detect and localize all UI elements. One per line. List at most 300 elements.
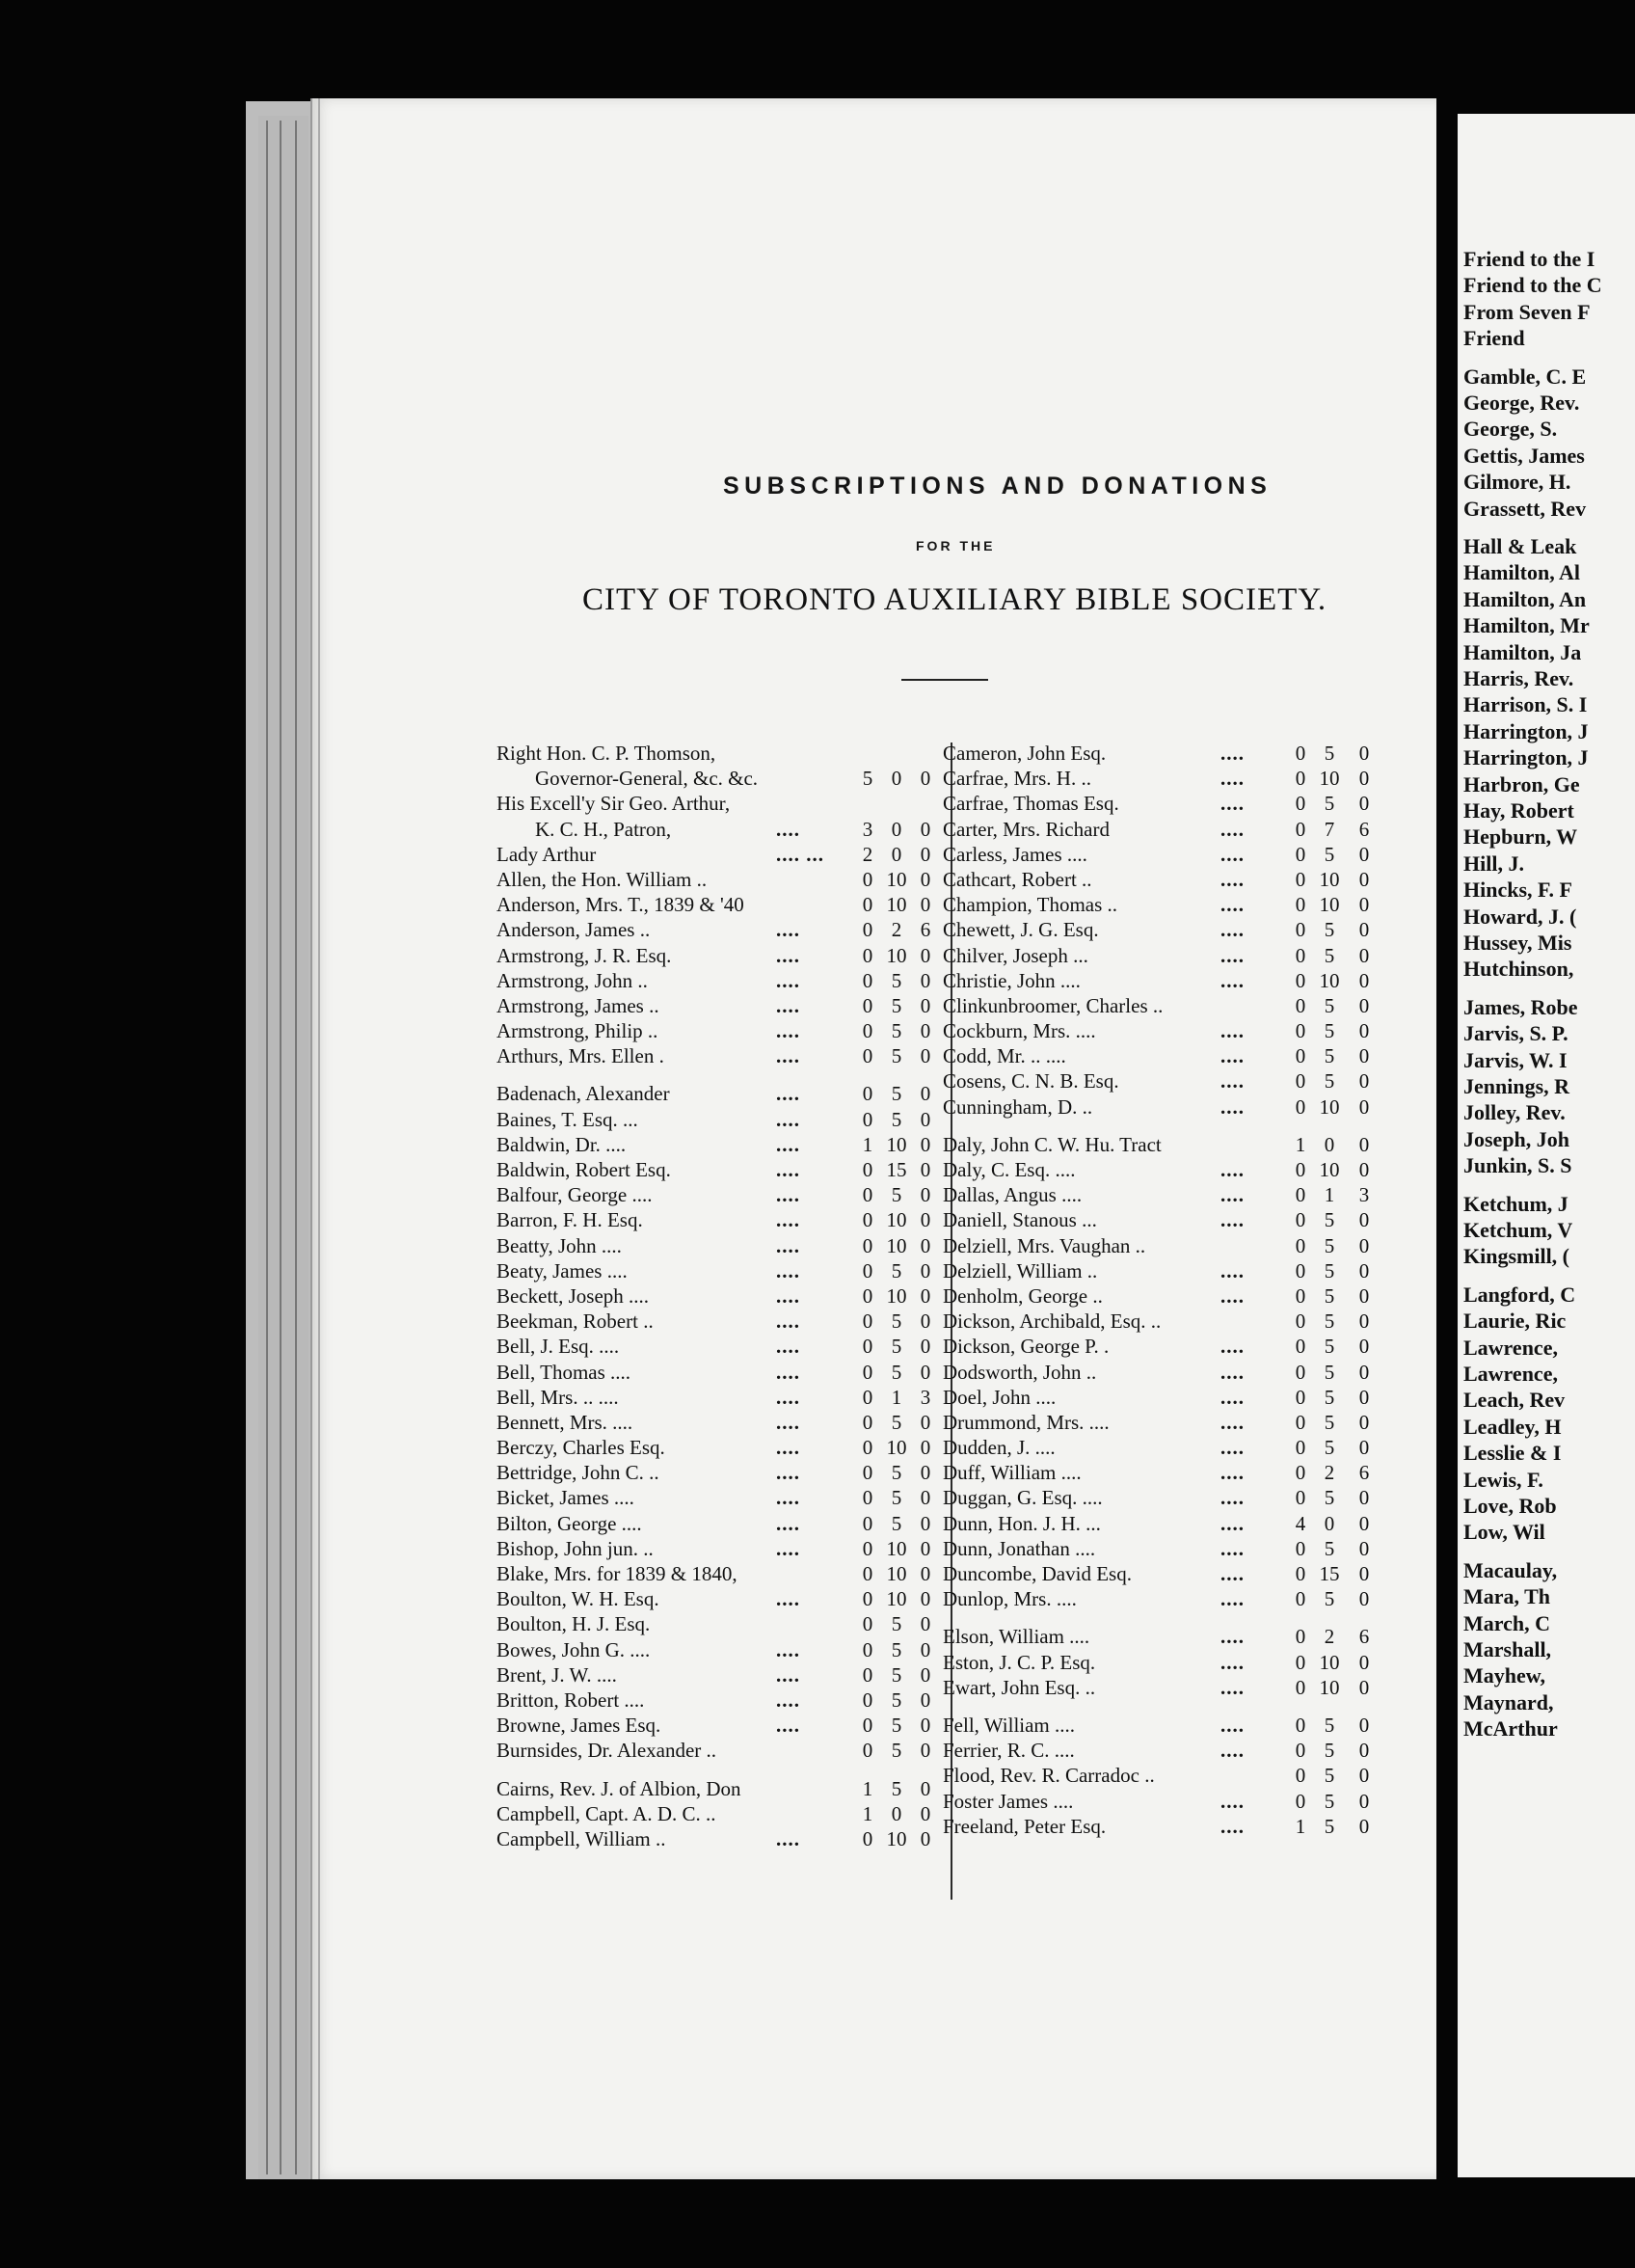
- subscriber-name: Dodsworth, John ..: [943, 1360, 1097, 1384]
- facing-page-line: Harrison, S. I: [1463, 692, 1588, 717]
- amount-pounds: 0: [1295, 1069, 1306, 1094]
- amount-shillings: 1: [891, 1385, 902, 1409]
- subscriber-entry: [943, 842, 1388, 867]
- subscriber-entry: [943, 917, 1388, 942]
- amount-pounds: 0: [1295, 1625, 1306, 1649]
- subscriber-name: Beaty, James ....: [496, 1258, 628, 1282]
- amount-pence: 0: [1358, 1650, 1370, 1674]
- subscriber-entry: [943, 1018, 1388, 1043]
- leader-dots: ....: [776, 1132, 800, 1156]
- subscriber-entry: [943, 1157, 1388, 1182]
- amount-pounds: 0: [862, 1310, 873, 1334]
- subscriber-name: Dunn, Jonathan ....: [943, 1536, 1096, 1560]
- amount-shillings: 5: [1324, 1019, 1335, 1043]
- facing-page-line: Maynard,: [1463, 1689, 1554, 1714]
- subscriber-entry: [496, 842, 950, 867]
- subscriber-name: Duggan, G. Esq. ....: [943, 1486, 1103, 1510]
- amount-pounds: 0: [862, 1536, 873, 1560]
- subscriber-entry: [943, 1763, 1388, 1788]
- amount-pounds: 0: [1295, 1587, 1306, 1611]
- leader-dots: ....: [1220, 742, 1245, 765]
- binding-line: [280, 121, 281, 2174]
- amount-shillings: 5: [1324, 1310, 1335, 1334]
- facing-page-line: George, S.: [1463, 417, 1558, 442]
- amount-pence: 0: [920, 1132, 931, 1156]
- amount-pence: 6: [1358, 817, 1370, 841]
- amount-pence: 0: [920, 1410, 931, 1434]
- amount-pence: 0: [920, 1233, 931, 1257]
- subscriber-entry: [943, 817, 1388, 842]
- amount-pence: 0: [920, 1208, 931, 1232]
- subscriber-entry: [943, 1283, 1388, 1309]
- subscriber-name: Daly, C. Esq. ....: [943, 1158, 1076, 1181]
- leader-dots: ....: [1220, 943, 1245, 967]
- facing-page-line: Jarvis, S. P.: [1463, 1021, 1568, 1046]
- amount-pence: 0: [1358, 918, 1370, 942]
- amount-pounds: 0: [862, 1436, 873, 1460]
- amount-shillings: 5: [891, 1019, 902, 1043]
- subscriber-entry: [943, 943, 1388, 968]
- amount-pounds: 0: [1295, 1675, 1306, 1699]
- amount-shillings: 1: [1324, 1183, 1335, 1207]
- facing-page-line: Friend to the C: [1463, 273, 1602, 298]
- leader-dots: ....: [776, 1637, 800, 1661]
- amount-pence: 0: [920, 1360, 931, 1384]
- leader-dots: ....: [776, 1360, 800, 1384]
- amount-pence: 0: [1358, 1436, 1370, 1460]
- amount-shillings: 5: [891, 1107, 902, 1131]
- facing-page-line: Harbron, Ge: [1463, 771, 1580, 796]
- leader-dots: ....: [776, 1019, 800, 1043]
- amount-shillings: 5: [1324, 1739, 1335, 1763]
- amount-pounds: 0: [862, 867, 873, 891]
- amount-pence: 0: [1358, 1283, 1370, 1308]
- subscriber-name: Dickson, George P. .: [943, 1335, 1110, 1359]
- subscriber-entry: [943, 1385, 1388, 1410]
- amount-pence: 0: [920, 842, 931, 866]
- subscriber-entry: [496, 1826, 950, 1851]
- leader-dots: ....: [1220, 1208, 1245, 1232]
- amount-shillings: 5: [891, 1637, 902, 1661]
- amount-shillings: 5: [891, 1461, 902, 1485]
- amount-shillings: 10: [886, 1132, 907, 1156]
- amount-shillings: 5: [1324, 1283, 1335, 1308]
- amount-shillings: 5: [1324, 918, 1335, 942]
- leader-dots: ....: [1220, 1789, 1245, 1813]
- leader-dots: ....: [776, 1714, 800, 1738]
- amount-shillings: 5: [891, 993, 902, 1017]
- subscriber-name: Eston, J. C. P. Esq.: [943, 1650, 1096, 1674]
- leader-dots: ....: [1220, 1410, 1245, 1434]
- amount-pence: 0: [920, 867, 931, 891]
- amount-shillings: 5: [1324, 1335, 1335, 1359]
- subscriber-name: Flood, Rev. R. Carradoc ..: [943, 1764, 1155, 1788]
- leader-dots: ....: [1220, 1283, 1245, 1308]
- amount-pence: 0: [1358, 1132, 1370, 1156]
- leader-dots: ....: [776, 993, 800, 1017]
- amount-shillings: 5: [891, 1310, 902, 1334]
- facing-page-line: James, Robe: [1463, 994, 1578, 1019]
- subscriber-entry: [496, 1713, 950, 1738]
- amount-shillings: 5: [891, 1183, 902, 1207]
- amount-shillings: 0: [891, 767, 902, 791]
- subscriber-name: Bell, J. Esq. ....: [496, 1335, 620, 1359]
- leader-dots: ....: [1220, 1436, 1245, 1460]
- amount-shillings: 5: [1324, 1713, 1335, 1737]
- leader-dots: ....: [776, 1587, 800, 1611]
- amount-pence: 0: [920, 1486, 931, 1510]
- amount-pounds: 0: [1295, 1385, 1306, 1409]
- facing-page-line: George, Rev.: [1463, 391, 1580, 415]
- amount-pence: 0: [1358, 1587, 1370, 1611]
- amount-shillings: 5: [891, 1511, 902, 1535]
- facing-page-line: Marshall,: [1463, 1637, 1552, 1661]
- leader-dots: ....: [776, 943, 800, 967]
- amount-pounds: 0: [1295, 1360, 1306, 1384]
- subscriber-name: Britton, Robert ....: [496, 1688, 645, 1712]
- subscriber-name: Chewett, J. G. Esq.: [943, 918, 1099, 942]
- amount-shillings: 7: [1324, 817, 1335, 841]
- subscriber-name: Lady Arthur: [496, 842, 597, 866]
- amount-pence: 0: [920, 1826, 931, 1850]
- subscriber-name: Bowes, John G. ....: [496, 1637, 651, 1661]
- subscriber-name: Codd, Mr. .. ....: [943, 1044, 1066, 1068]
- subscriber-entry: [496, 943, 950, 968]
- page-gutter-line: [310, 98, 312, 2179]
- amount-pence: 0: [920, 1801, 931, 1825]
- subscriber-entry: [943, 1536, 1388, 1561]
- leader-dots: ....: [776, 1233, 800, 1257]
- amount-pounds: 0: [1295, 1019, 1306, 1043]
- facing-page-line: Ketchum, J: [1463, 1191, 1568, 1216]
- amount-pence: 0: [920, 1107, 931, 1131]
- leader-dots: ....: [776, 1385, 800, 1409]
- section-gap: [943, 1611, 1388, 1624]
- leader-dots: ....: [776, 1158, 800, 1181]
- leader-dots: ....: [776, 1511, 800, 1535]
- amount-pence: 0: [1358, 1675, 1370, 1699]
- facing-page-line: Gamble, C. E: [1463, 364, 1587, 389]
- facing-page-line: Joseph, Joh: [1463, 1126, 1570, 1151]
- amount-pence: 0: [920, 767, 931, 791]
- amount-shillings: 10: [886, 1536, 907, 1560]
- amount-pounds: 0: [1295, 943, 1306, 967]
- page-title: SUBSCRIPTIONS AND DONATIONS: [723, 472, 1273, 500]
- amount-shillings: 0: [1324, 1511, 1335, 1535]
- facing-page-line: McArthur: [1463, 1716, 1558, 1742]
- amount-shillings: 5: [1324, 1436, 1335, 1460]
- amount-pence: 0: [920, 1436, 931, 1460]
- amount-pounds: 0: [1295, 1739, 1306, 1763]
- subscriber-name: Chilver, Joseph ...: [943, 943, 1088, 967]
- subscriber-name: Anderson, Mrs. T., 1839 & '40: [496, 893, 744, 917]
- amount-shillings: 10: [886, 893, 907, 917]
- amount-pence: 6: [1358, 1461, 1370, 1485]
- amount-pounds: 0: [1295, 1208, 1306, 1232]
- subscriber-name: Dunlop, Mrs. ....: [943, 1587, 1077, 1611]
- amount-shillings: 5: [1324, 1536, 1335, 1560]
- amount-shillings: 15: [1319, 1562, 1340, 1585]
- subscriber-entry: [943, 1360, 1388, 1385]
- amount-shillings: 5: [1324, 1044, 1335, 1068]
- facing-page-line: Hill, J.: [1463, 850, 1524, 876]
- amount-shillings: 5: [891, 1486, 902, 1510]
- facing-page-line: Jennings, R: [1463, 1074, 1570, 1098]
- facing-page-line: Jarvis, W. I: [1463, 1047, 1568, 1072]
- amount-shillings: 5: [1324, 742, 1335, 765]
- amount-shillings: 5: [891, 1612, 902, 1636]
- subscriber-name: Carfrae, Mrs. H. ..: [943, 767, 1091, 791]
- leader-dots: ....: [1220, 1183, 1245, 1207]
- subscriber-entry: [943, 1738, 1388, 1763]
- amount-shillings: 10: [886, 1208, 907, 1232]
- amount-shillings: 5: [1324, 1233, 1335, 1257]
- amount-pounds: 0: [862, 1739, 873, 1763]
- subscriber-name: Cosens, C. N. B. Esq.: [943, 1069, 1119, 1094]
- amount-pence: 0: [1358, 1069, 1370, 1094]
- amount-pence: 0: [1358, 943, 1370, 967]
- leader-dots: ....: [1220, 817, 1245, 841]
- title-rule: [901, 679, 988, 681]
- facing-page-line: Hamilton, An: [1463, 586, 1587, 611]
- subscriber-name: Baldwin, Robert Esq.: [496, 1158, 671, 1181]
- amount-shillings: 5: [891, 1410, 902, 1434]
- leader-dots: ....: [776, 817, 800, 841]
- amount-shillings: 10: [1319, 1094, 1340, 1119]
- subscriber-name: Freeland, Peter Esq.: [943, 1814, 1107, 1838]
- amount-shillings: 10: [886, 1587, 907, 1611]
- subscriber-entry: [496, 1511, 950, 1536]
- leader-dots: .... ...: [776, 842, 824, 866]
- amount-pence: 0: [920, 893, 931, 917]
- amount-pence: 0: [920, 1714, 931, 1738]
- subscriber-name: Beckett, Joseph ....: [496, 1283, 650, 1308]
- amount-pounds: 0: [862, 1258, 873, 1282]
- amount-shillings: 10: [886, 1283, 907, 1308]
- amount-pounds: 1: [1295, 1132, 1306, 1156]
- amount-pounds: 0: [862, 918, 873, 942]
- amount-pence: 0: [1358, 1233, 1370, 1257]
- facing-page: [1458, 114, 1635, 2177]
- subscriber-name: Armstrong, John ..: [496, 968, 648, 992]
- subscriber-name: Beekman, Robert ..: [496, 1310, 654, 1334]
- amount-shillings: 5: [891, 1082, 902, 1106]
- subscriber-name: Drummond, Mrs. ....: [943, 1410, 1110, 1434]
- amount-pence: 0: [1358, 1208, 1370, 1232]
- subscriber-entry: [496, 1586, 950, 1611]
- facing-page-line: Grassett, Rev: [1463, 496, 1587, 521]
- subscriber-entry: [496, 1043, 950, 1068]
- leader-dots: ....: [776, 1208, 800, 1232]
- facing-page-line: Hepburn, W: [1463, 824, 1578, 850]
- amount-pence: 3: [1358, 1183, 1370, 1207]
- subscriber-name: Dallas, Angus ....: [943, 1183, 1083, 1207]
- amount-shillings: 10: [886, 1233, 907, 1257]
- facing-page-line: Langford, C: [1463, 1282, 1576, 1307]
- facing-page-line: From Seven F: [1463, 299, 1591, 324]
- amount-pounds: 0: [1295, 1789, 1306, 1813]
- amount-shillings: 10: [1319, 1650, 1340, 1674]
- amount-shillings: 5: [1324, 993, 1335, 1017]
- amount-pounds: 0: [862, 1360, 873, 1384]
- facing-page-line: Hay, Robert: [1463, 798, 1574, 823]
- amount-shillings: 5: [1324, 1587, 1335, 1611]
- subscriber-name: Ferrier, R. C. ....: [943, 1739, 1075, 1763]
- subscriber-name: Brent, J. W. ....: [496, 1662, 617, 1687]
- amount-shillings: 5: [1324, 1208, 1335, 1232]
- subscriber-entry: [943, 1182, 1388, 1207]
- leader-dots: ....: [776, 918, 800, 942]
- amount-pence: 0: [920, 1587, 931, 1611]
- amount-shillings: 5: [891, 1662, 902, 1687]
- amount-pounds: 0: [1295, 1764, 1306, 1788]
- subscriber-name: Bell, Thomas ....: [496, 1360, 631, 1384]
- amount-pence: 0: [1358, 1789, 1370, 1813]
- subscriber-entry: [943, 1485, 1388, 1510]
- facing-page-line: March, C: [1463, 1610, 1551, 1635]
- leader-dots: ....: [1220, 1461, 1245, 1485]
- subscriber-entry: [943, 1334, 1388, 1359]
- subscriber-name: Berczy, Charles Esq.: [496, 1436, 665, 1460]
- subscriber-name: Delziell, Mrs. Vaughan ..: [943, 1233, 1146, 1257]
- subscriber-entry: [496, 1435, 950, 1460]
- amount-pounds: 0: [862, 993, 873, 1017]
- leader-dots: ....: [776, 1410, 800, 1434]
- section-gap: [496, 1068, 950, 1081]
- subscriber-entry: [943, 1561, 1388, 1586]
- amount-pence: 0: [1358, 1486, 1370, 1510]
- amount-pounds: 0: [1295, 1233, 1306, 1257]
- amount-pence: 0: [1358, 792, 1370, 816]
- subscriber-entry: [496, 1283, 950, 1309]
- subscriber-name: Ewart, John Esq. ..: [943, 1675, 1096, 1699]
- section-gap: [496, 1764, 950, 1776]
- amount-shillings: 5: [1324, 1486, 1335, 1510]
- page-gutter-line: [318, 98, 320, 2179]
- amount-pounds: 2: [862, 842, 873, 866]
- facing-page-line: Kingsmill, (: [1463, 1244, 1570, 1269]
- subscriber-entry: [496, 1207, 950, 1232]
- amount-pounds: 0: [862, 1826, 873, 1850]
- amount-pence: 0: [1358, 1019, 1370, 1043]
- amount-pence: 0: [1358, 1739, 1370, 1763]
- leader-dots: ....: [776, 1436, 800, 1460]
- amount-shillings: 10: [886, 867, 907, 891]
- amount-shillings: 10: [1319, 1675, 1340, 1699]
- facing-page-line: Harrington, J: [1463, 718, 1589, 743]
- amount-pence: 0: [920, 1688, 931, 1712]
- amount-shillings: 10: [886, 1826, 907, 1850]
- subscriber-name: Foster James ....: [943, 1789, 1074, 1813]
- subscriber-name: Bell, Mrs. .. ....: [496, 1385, 619, 1409]
- amount-pence: 0: [920, 1183, 931, 1207]
- amount-pence: 6: [1358, 1625, 1370, 1649]
- subscriber-entry: [496, 1018, 950, 1043]
- subscriber-name: K. C. H., Patron,: [535, 817, 672, 841]
- amount-pence: 0: [920, 1511, 931, 1535]
- amount-pounds: 0: [1295, 767, 1306, 791]
- amount-pounds: 0: [1295, 1183, 1306, 1207]
- amount-pence: 0: [920, 1335, 931, 1359]
- amount-shillings: 5: [891, 1335, 902, 1359]
- subscriber-entry: [496, 1410, 950, 1435]
- leader-dots: ....: [1220, 1360, 1245, 1384]
- subscriber-name: Duncombe, David Esq.: [943, 1562, 1132, 1585]
- subscriber-entry: [496, 1157, 950, 1182]
- facing-page-line: Macaulay,: [1463, 1557, 1558, 1582]
- subscriber-name: Armstrong, James ..: [496, 993, 659, 1017]
- subscriber-entry: [496, 1801, 950, 1826]
- subscriber-name: Cockburn, Mrs. ....: [943, 1019, 1096, 1043]
- amount-shillings: 15: [886, 1158, 907, 1181]
- subscriber-entry: [496, 1738, 950, 1763]
- leader-dots: ....: [1220, 867, 1245, 891]
- facing-page-line: Hamilton, Ja: [1463, 639, 1582, 664]
- leader-dots: ....: [1220, 1385, 1245, 1409]
- subscriber-entry: [496, 1107, 950, 1132]
- amount-pence: 0: [920, 993, 931, 1017]
- amount-pounds: 0: [1295, 742, 1306, 765]
- amount-shillings: 2: [1324, 1461, 1335, 1485]
- subscriber-entry: [496, 817, 950, 842]
- amount-shillings: 5: [891, 1776, 902, 1800]
- amount-pounds: 0: [1295, 1258, 1306, 1282]
- facing-page-line: Jolley, Rev.: [1463, 1100, 1566, 1125]
- subscriber-name: Boulton, W. H. Esq.: [496, 1587, 659, 1611]
- subscriber-name: Duff, William ....: [943, 1461, 1082, 1485]
- facing-page-line: Junkin, S. S: [1463, 1153, 1572, 1178]
- subscriber-name: Carter, Mrs. Richard: [943, 817, 1110, 841]
- subscriber-entry: [496, 1611, 950, 1636]
- amount-pounds: 0: [1295, 1461, 1306, 1485]
- amount-pence: 0: [1358, 1814, 1370, 1838]
- amount-pounds: 0: [862, 1637, 873, 1661]
- leader-dots: ....: [1220, 1258, 1245, 1282]
- amount-pounds: 0: [862, 1107, 873, 1131]
- subscriber-entry: [943, 1207, 1388, 1232]
- amount-shillings: 5: [891, 1044, 902, 1068]
- subscriber-name: Baines, T. Esq. ...: [496, 1107, 638, 1131]
- subscriber-entry: [496, 1485, 950, 1510]
- amount-shillings: 5: [891, 1360, 902, 1384]
- subscriber-entry: [943, 1650, 1388, 1675]
- subscriber-name: Clinkunbroomer, Charles ..: [943, 993, 1164, 1017]
- amount-pence: 6: [920, 918, 931, 942]
- subscriber-name: Bilton, George ....: [496, 1511, 642, 1535]
- subscriber-name: Right Hon. C. P. Thomson,: [496, 742, 716, 765]
- facing-page-line: Hussey, Mis: [1463, 931, 1572, 955]
- amount-pounds: 0: [862, 1082, 873, 1106]
- leader-dots: ....: [1220, 842, 1245, 866]
- subscriber-name: Arthurs, Mrs. Ellen .: [496, 1044, 664, 1068]
- amount-pence: 0: [920, 1739, 931, 1763]
- amount-pounds: 1: [1295, 1814, 1306, 1838]
- amount-pence: 0: [1358, 1158, 1370, 1181]
- amount-pounds: 0: [862, 1511, 873, 1535]
- subscriber-name: Bicket, James ....: [496, 1486, 634, 1510]
- amount-pence: 0: [920, 1082, 931, 1106]
- subscriber-name: Allen, the Hon. William ..: [496, 867, 708, 891]
- subscriber-entry: [943, 1258, 1388, 1283]
- leader-dots: ....: [776, 1258, 800, 1282]
- subscriber-entry: [943, 791, 1388, 816]
- subscriber-name: Armstrong, Philip ..: [496, 1019, 658, 1043]
- amount-shillings: 5: [1324, 943, 1335, 967]
- subscriber-name: Carless, James ....: [943, 842, 1087, 866]
- facing-page-line: Howard, J. (: [1463, 904, 1577, 929]
- amount-pounds: 0: [862, 968, 873, 992]
- facing-page-line: Gettis, James: [1463, 443, 1585, 468]
